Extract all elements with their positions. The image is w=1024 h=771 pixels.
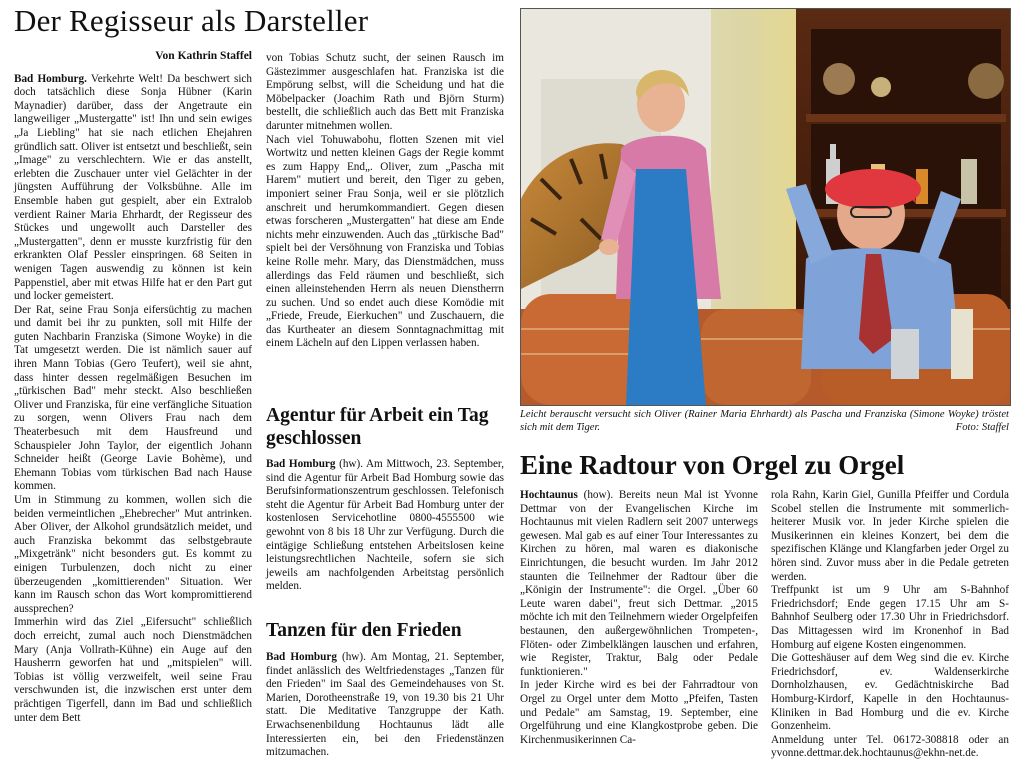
paragraph: Um in Stimmung zu kommen, wollen sich die beiden vermeintlichen „Ehebrecher" Mut antrinken. Aber Oliver, der Alkohol grundsätzlich meidet, und auch Franziska bekommt das selbstgebraute „Mixgetränk" nicht besonders gut. Es kommt zu einigen Turbulenzen, doch nicht zu einer überzeugenden „komittierenden" Situation. Wer kann im Rausch schon das Wort kompromittierend aussprechen? [14, 494, 252, 615]
caption-text: Leicht berauscht versucht sich Oliver (Rainer Maria Ehrhardt) als Pascha und Franziska (Simone Woyke) tröstet sich mit dem Tiger. [520, 409, 1009, 433]
theater-photo [520, 8, 1011, 406]
article-headline: Eine Radtour von Orgel zu Orgel [520, 450, 905, 480]
paragraph: rola Rahn, Karin Giel, Gunilla Pfeiffer und Cordula Scobel stellen die Instrumente mit sommerlich-heiterer Musik vor. In jeder Kirche spielen die Musikerinnen ein kleines Konzert, bei dem die spezifischen Klänge und Klangfarben jeder Orgel zu hören sind. Zuvor muss aber in die Pedale getreten werden. [771, 489, 1009, 583]
article-column [771, 489, 1009, 761]
article-headline: Agentur für Arbeit ein Tag geschlossen [266, 405, 489, 449]
byline: Von Kathrin Staffel [155, 50, 252, 62]
dateline: Bad Homburg [266, 458, 336, 470]
paragraph: Anmeldung unter Tel. 06172-308818 oder an yvonne.dettmar.dek.hochtaunus@ekhn-net.de. [771, 733, 1009, 760]
article-column [14, 50, 252, 725]
paragraph: Die Gotteshäuser auf dem Weg sind die ev. Kirche Friedrichsdorf, ev. Waldenserkirche Dornholzhausen, ev. Gedächtniskirche Bad Homburg-Kirdorf, Kapelle in den Hochtaunus-Kliniken in Bad Homburg und die ev. Kirche Gonzenheim. [771, 652, 1009, 733]
article-column [266, 52, 504, 351]
article-headline: Der Regisseur als Darsteller [14, 3, 369, 38]
paragraph: In jeder Kirche wird es bei der Fahrradtour von Orgel zu Orgel unter dem Motto „Pfeifen, Tasten und Pedale" am Samstag, 19. September, eine Orgelführung und eine Klangkostprobe geben. Die Kirchenmusikerinnen Ca- [520, 679, 758, 746]
paragraph: Verkehrte Welt! Da beschwert sich doch tatsächlich diese Sonja Hübner (Karin Maynadier) darüber, dass der Angetraute ein langweiliger „Mustergatte" ist! Ihn und sein ewiges „Ja Liebling" hat sie nach etlichen Ehejahren gründlich satt. Oliver ist entsetzt und beschließt, sein „Image" zu verschlechtern. Wie er das anstellt, erlebten die Zuschauer unter viel Gelächter in der jüngsten Aufführung der Volksbühne. Alle im Ensemble haben gut gespielt, aber ein Extralob verdient Rainer Maria Ehrhardt, der Regisseur des Stückes und ungewollt auch Darsteller des „Mustergatten", denn er musste kurzfristig für den erkrankten Olaf Pessler einspringen. 68 Seiten in wenigen Tagen auswendig zu können ist kein Pappenstiel, aber mit etwas Hilfe hat er den Part gut und locker gemeistert. [14, 72, 252, 303]
paragraph: (how). Bereits neun Mal ist Yvonne Dettmar von der Evangelischen Kirche im Hochtaunus mit vielen Radlern seit 2007 unterwegs gewesen. Mal gab es auf einer Tour Interessantes zu Kirchen zu hören, mal waren es diakonische Einrichtungen, die besucht wurden. Im Jahr 2012 staunten die Teilnehmer der Radtour über die „Königin der Instrumente": die Orgel. „Über 60 Leute waren dabei", freut sich Dettmar. „2015 möchte ich mit den Teilnehmern wieder Orgelpfeifen bestaunen, den außergewöhnlichen Trompeten-, Flöten- oder Zimbelklängen lauschen und erfahren, wie Register, Traktur, Balg oder Pedale funktionieren." [520, 489, 759, 678]
dateline: Bad Homburg [266, 651, 337, 663]
paragraph: (hw). Am Mittwoch, 23. September, sind die Agentur für Arbeit Bad Homburg sowie das Berufsinformationszentrum geschlossen. Telefonisch steht die Agentur für Arbeit Bad Homburg unter der kostenlosen Servicehotline 0800-4555500 wie gewohnt von 8 bis 18 Uhr zur Verfügung. Durch die eintägige Schließung entstehen Arbeitslosen keine leistungsrechtlichen Nachteile, sofern sie sich jeweils am nachfolgenden Arbeitstag persönlich melden. [266, 458, 505, 593]
photo-credit: Foto: Staffel [955, 422, 1009, 433]
article-headline: Tanzen für den Frieden [266, 620, 462, 641]
paragraph: Nach viel Tohuwabohu, flotten Szenen mit viel Wortwitz und netten kleinen Gags der Regie kommt es zum Happy End„. Oliver, zum „Pascha mit Harem" mutiert und bereit, den Tiger zu geben, imponiert seiner Frau Sonja, weil er sie plötzlich anschreit und herumkommandiert. Gegen diesen etwas forscheren „Mustergatten" hat diese am Ende nichts mehr einzuwenden. Auch das „türkische Bad" spielt bei der Versöhnung von Franziska und Tobias keine Rolle mehr. Mary, das Dienstmädchen, muss allerdings das Feld räumen und beschließt, sich einen alleinstehenden Herrn als neuen Dienstherrn zu suchen. Und so endet auch diese Komödie mit „Friede, Freude, Eierkuchen" und Zuschauern, die das Kurtheater an diesem Sonntagnachmittag mit einem Lächeln auf den Lippen verlassen haben. [266, 133, 504, 350]
paragraph: Der Rat, seine Frau Sonja eifersüchtig zu machen und damit bei ihr zu punkten, soll mit Hilfe der guten Nachbarin Franziska (Simone Woyke) in die Tat umgesetzt werden. Die ist nämlich sauer auf ihren Mann Tobias (Gero Teufert), weil sie ahnt, dass hinter dessen regelmäßigen Besuchen im „türkischen Bad" mehr steckt. Also beschließen Oliver und Franziska, für eine verfängliche Situation zu sorgen, wenn Olivers Frau nach dem Theaterbesuch mit dem Hausfreund und Schauspieler John Taylor, der eigentlich Johann Schneider heißt (George Lavie Bohème), und Ehemann Tobias vom türkischen Bad nach Hause kommen. [14, 303, 252, 493]
paragraph: (hw). Am Montag, 21. September, findet anlässlich des Weltfriedenstages „Tanzen für den Frieden" im Saal des Gemeindehauses von St. Marien, Dorotheenstraße 19, von 19.30 bis 21 Uhr statt. Die Meditative Tanzgruppe der Kath. Erwachsenenbildung Hochtaunus lädt alle Interessierten ein, bei den Friedenstänzen mitzumachen. [266, 651, 504, 759]
dateline: Bad Homburg. [14, 72, 87, 85]
article-body [266, 651, 504, 760]
photo-caption [520, 408, 1009, 434]
article-body [266, 458, 504, 594]
article-column [520, 489, 758, 747]
paragraph: Immerhin wird das Ziel „Eifersucht" schließlich doch erreicht, zumal auch noch Dienstmädchen Mary (Anja Vollrath-Kühne) ein Auge auf den Hausherrn geworfen hat und „mitspielen" will. Tobias ist völlig verzweifelt, weil seine Frau verschwunden ist, die inzwischen erst unter dem prächtigen Tigerfell, dann im Bad und schließlich unter dem Bett [14, 616, 252, 724]
paragraph: Treffpunkt ist um 9 Uhr am S-Bahnhof Friedrichsdorf; Ende gegen 17.15 Uhr am S-Bahnhof Seulberg oder 17.30 Uhr in Friedrichsdorf. Das Mittagessen wird im Kronenhof in Bad Homburg auf eigene Kosten eingenommen. [771, 584, 1009, 651]
theater-scene-image [521, 9, 1010, 405]
dateline: Hochtaunus [520, 489, 578, 501]
paragraph: von Tobias Schutz sucht, der seinen Rausch im Gästezimmer ausgeschlafen hat. Franziska ist die Empörung selbst, will die Scheidung und hat die Möbelpacker (Joachim Rath und Björn Sturm) bestellt, die schließlich auch das Bett mit Franziska darunter mitnehmen wollen. [266, 52, 504, 132]
